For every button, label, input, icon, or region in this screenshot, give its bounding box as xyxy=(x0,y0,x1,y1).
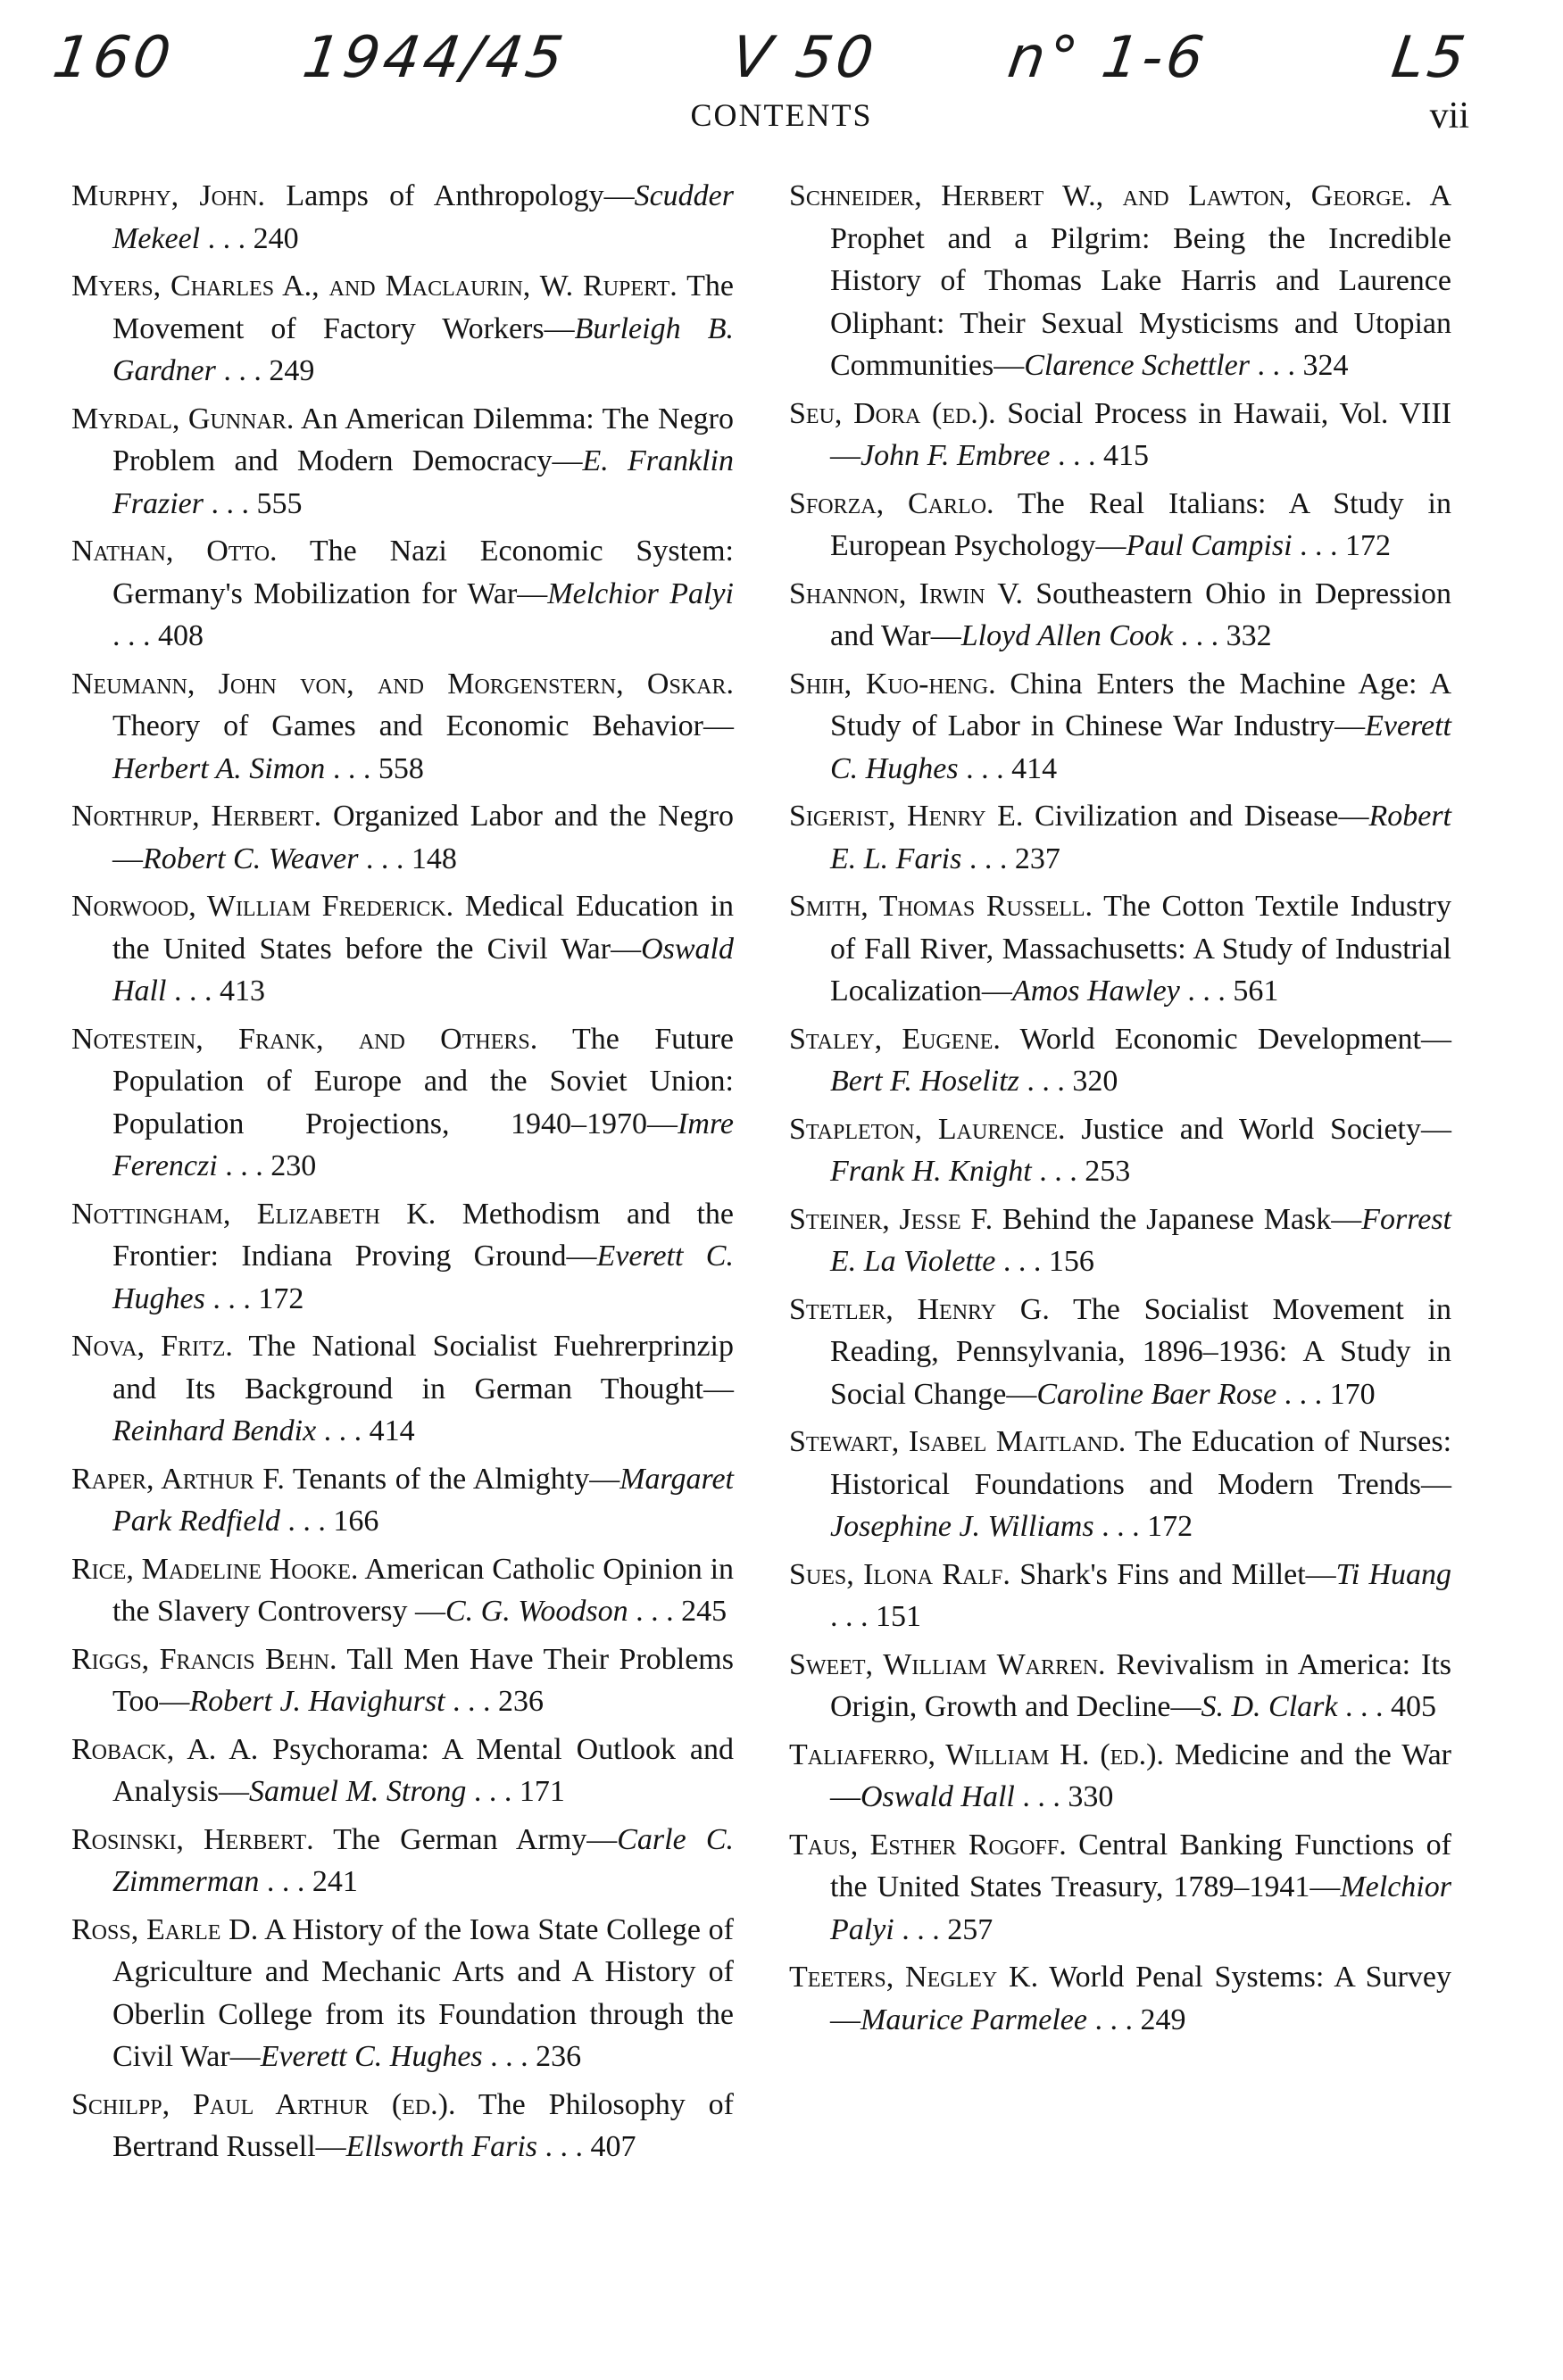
dot-leader: . . . xyxy=(1031,1155,1085,1188)
entry-reviewer: Josephine J. Williams xyxy=(830,1510,1094,1543)
entry-title: World Penal Systems: A Survey— xyxy=(830,1961,1451,2036)
entry-title: Methodism and the Frontier: Indiana Proving Ground— xyxy=(112,1197,734,1273)
toc-entry xyxy=(71,398,734,526)
toc-entry xyxy=(789,795,1451,880)
entry-reviewer: Robert J. Havighurst xyxy=(189,1685,445,1718)
dot-leader: . . . xyxy=(1173,619,1226,652)
entry-author: Taus, Esther Rogoff. xyxy=(789,1828,1067,1862)
dot-leader: . . . xyxy=(1018,1065,1073,1098)
toc-entry xyxy=(71,1458,734,1543)
entry-page-number: 240 xyxy=(253,221,299,255)
entry-author: Schilpp, Paul Arthur (ed.). xyxy=(71,2087,456,2121)
entry-title: Medical Education in the United States before the Civil War— xyxy=(112,890,735,966)
left-column xyxy=(71,175,734,2174)
entry-page-number: 413 xyxy=(219,974,265,1008)
dot-leader: . . . xyxy=(217,1149,271,1182)
dot-leader: . . . xyxy=(995,1245,1049,1278)
toc-entry xyxy=(789,1956,1451,2041)
handwritten-note: 1944/45 xyxy=(298,25,571,91)
entry-page-number: 249 xyxy=(269,354,315,387)
entry-author: Stetler, Henry G. xyxy=(789,1292,1050,1326)
dot-leader: . . . xyxy=(1093,1510,1148,1543)
entry-title: The Future Population of Europe and the Soviet Union: Population Projections, 1940–1970— xyxy=(112,1022,734,1140)
entry-title: China Enters the Machine Age: A Study of Labor in Chinese War Industry— xyxy=(830,667,1451,742)
dot-leader: . . . xyxy=(200,221,254,255)
entry-title: Central Banking Functions of the United States Treasury, 1789–1941— xyxy=(830,1828,1451,1903)
entry-author: Smith, Thomas Russell. xyxy=(789,890,1093,923)
handwritten-note: n° 1-6 xyxy=(1003,25,1211,91)
toc-entry xyxy=(789,483,1451,568)
entry-reviewer: Lloyd Allen Cook xyxy=(960,619,1174,652)
handwritten-note: V 50 xyxy=(727,25,881,91)
entry-page-number: 249 xyxy=(1140,2003,1186,2036)
entry-author: Roback, A. A. xyxy=(71,1732,259,1766)
dot-leader: . . . xyxy=(445,1685,499,1718)
entry-reviewer: Frank H. Knight xyxy=(830,1155,1032,1188)
entry-reviewer: Melchior Palyi xyxy=(547,576,734,610)
dot-leader: . . . xyxy=(325,751,378,785)
toc-entry xyxy=(789,573,1451,658)
entry-author: Shih, Kuo-heng. xyxy=(789,667,996,701)
entry-reviewer: Bert F. Hoselitz xyxy=(830,1065,1019,1098)
entry-title: Tall Men Have Their Problems Too— xyxy=(112,1642,734,1718)
dot-leader: . . . xyxy=(958,751,1012,785)
dot-leader: . . . xyxy=(1086,2003,1141,2036)
entry-page-number: 414 xyxy=(369,1414,415,1447)
entry-page-number: 257 xyxy=(947,1912,994,1946)
entry-reviewer: Margaret Park Redfield xyxy=(112,1462,735,1538)
toc-entry xyxy=(71,1548,734,1633)
handwritten-note: L5 xyxy=(1387,25,1473,91)
entry-title: An American Dilemma: The Negro Problem and Modern Democracy— xyxy=(112,402,734,477)
toc-entry xyxy=(71,1325,734,1453)
toc-entry xyxy=(789,1554,1451,1638)
toc-entry xyxy=(71,795,734,880)
entry-page-number: 172 xyxy=(1345,529,1392,562)
entry-title: Southeastern Ohio in Depression and War— xyxy=(830,576,1451,652)
entry-reviewer: Maurice Parmelee xyxy=(860,2003,1087,2036)
entry-reviewer: Amos Hawley xyxy=(1011,974,1180,1008)
entry-reviewer: C. G. Woodson xyxy=(445,1595,628,1628)
entry-author: Staley, Eugene. xyxy=(789,1022,1001,1056)
entry-reviewer: Ti Huang xyxy=(1335,1557,1452,1591)
entry-page-number: 408 xyxy=(158,619,204,652)
toc-entry xyxy=(789,1108,1451,1193)
dot-leader: . . . xyxy=(1179,974,1234,1008)
toc-entry xyxy=(789,885,1451,1013)
entry-reviewer: Melchior Palyi xyxy=(830,1870,1451,1946)
dot-leader: . . . xyxy=(316,1414,370,1447)
entry-title: Social Process in Hawaii, Vol. VIII— xyxy=(830,396,1452,472)
entry-author: Myers, Charles A., and Maclaurin, W. Rupert. xyxy=(71,270,678,303)
entry-page-number: 558 xyxy=(378,751,424,785)
entry-author: Sues, Ilona Ralf. xyxy=(789,1557,1010,1591)
dot-leader: . . . xyxy=(112,619,158,652)
toc-entry xyxy=(789,393,1451,477)
dot-leader: . . . xyxy=(628,1595,682,1628)
entry-author: Sigerist, Henry E. xyxy=(789,800,1024,833)
dot-leader: . . . xyxy=(830,1600,876,1633)
toc-entry xyxy=(789,175,1451,387)
entry-page-number: 245 xyxy=(681,1595,727,1628)
dot-leader: . . . xyxy=(1276,1377,1330,1411)
entry-title: Shark's Fins and Millet— xyxy=(1019,1557,1336,1591)
toc-entry xyxy=(789,1289,1451,1416)
dot-leader: . . . xyxy=(537,2130,591,2163)
toc-entry xyxy=(789,1421,1451,1548)
entry-author: Rosinski, Herbert. xyxy=(71,1822,314,1856)
dot-leader: . . . xyxy=(166,974,220,1008)
entry-title: Revivalism in America: Its Origin, Growth and Decline— xyxy=(830,1647,1451,1723)
entry-author: Sweet, William Warren. xyxy=(789,1647,1106,1681)
entry-title: Theory of Games and Economic Behavior— xyxy=(112,709,734,742)
toc-entry xyxy=(71,265,734,393)
entry-author: Seu, Dora (ed.). xyxy=(789,396,996,430)
entry-reviewer: Everett C. Hughes xyxy=(112,1240,734,1315)
entry-reviewer: Ellsworth Faris xyxy=(345,2130,538,2163)
toc-entry xyxy=(71,1018,734,1188)
entry-title: The Socialist Movement in Reading, Pennsylvania, 1896–1936: A Study in Social Change— xyxy=(830,1292,1452,1411)
entry-page-number: 561 xyxy=(1233,974,1279,1008)
entry-page-number: 407 xyxy=(590,2130,636,2163)
entry-reviewer: Reinhard Bendix xyxy=(112,1414,317,1447)
entry-page-number: 414 xyxy=(1011,751,1058,785)
entry-page-number: 415 xyxy=(1102,439,1149,472)
entry-reviewer: Scudder Mekeel xyxy=(112,179,734,255)
entry-page-number: 555 xyxy=(256,486,303,520)
dot-leader: . . . xyxy=(279,1505,334,1538)
entry-page-number: 230 xyxy=(270,1149,317,1182)
entry-title: A Prophet and a Pilgrim: Being the Incredible History of Thomas Lake Harris and Laurence Oliphant: Their Sexual Mysticisms and Utopian Communities— xyxy=(830,179,1452,382)
entry-page-number: 170 xyxy=(1329,1377,1376,1411)
toc-entry xyxy=(71,175,734,260)
entry-page-number: 172 xyxy=(258,1281,304,1315)
toc-entry xyxy=(789,1198,1451,1283)
entry-title: Justice and World Society— xyxy=(1081,1112,1451,1146)
entry-page-number: 172 xyxy=(1147,1510,1193,1543)
entry-reviewer: E. Franklin Frazier xyxy=(112,444,734,520)
entry-page-number: 241 xyxy=(312,1865,358,1898)
entry-author: Sforza, Carlo. xyxy=(789,486,994,520)
entry-author: Schneider, Herbert W., and Lawton, George. xyxy=(789,179,1412,212)
dot-leader: . . . xyxy=(1050,439,1103,472)
toc-entry xyxy=(789,1734,1451,1819)
entry-reviewer: Clarence Schettler xyxy=(1024,349,1250,382)
entry-author: Stapleton, Laurence. xyxy=(789,1112,1066,1146)
entry-reviewer: Oswald Hall xyxy=(112,932,734,1008)
entry-page-number: 156 xyxy=(1048,1245,1094,1278)
entry-author: Teeters, Negley K. xyxy=(789,1961,1039,1994)
entry-author: Shannon, Irwin V. xyxy=(789,576,1023,610)
dot-leader: . . . xyxy=(482,2040,536,2073)
entry-author: Riggs, Francis Behn. xyxy=(71,1642,337,1676)
dot-leader: . . . xyxy=(204,1281,259,1315)
entry-author: Rice, Madeline Hooke. xyxy=(71,1552,359,1586)
entry-reviewer: Oswald Hall xyxy=(860,1780,1015,1813)
entry-title: Civilization and Disease— xyxy=(1034,800,1369,833)
dot-leader: . . . xyxy=(466,1775,520,1808)
toc-entry xyxy=(71,2084,734,2169)
entry-reviewer: Caroline Baer Rose xyxy=(1036,1377,1277,1411)
right-column xyxy=(789,175,1451,2046)
entry-reviewer: Imre Ferenczi xyxy=(112,1107,734,1182)
entry-page-number: 171 xyxy=(519,1775,565,1808)
entry-page-number: 237 xyxy=(1014,842,1060,875)
entry-title: The Education of Nurses: Historical Foundations and Modern Trends— xyxy=(830,1425,1452,1501)
entry-title: Organized Labor and the Negro— xyxy=(112,800,735,875)
entry-title: American Catholic Opinion in the Slavery Controversy — xyxy=(112,1552,735,1628)
entry-author: Nottingham, Elizabeth K. xyxy=(71,1197,436,1231)
toc-entry xyxy=(71,1193,734,1321)
entry-author: Raper, Arthur F. xyxy=(71,1462,285,1496)
page-title: CONTENTS xyxy=(690,97,873,133)
dot-leader: . . . xyxy=(894,1912,948,1946)
entry-title: The German Army— xyxy=(333,1822,618,1856)
entry-author: Neumann, John von, and Morgenstern, Oskar. xyxy=(71,667,734,701)
entry-title: The Cotton Textile Industry of Fall River, Massachusetts: A Study of Industrial Localization— xyxy=(830,890,1452,1008)
toc-entry xyxy=(789,1824,1451,1952)
entry-title: Behind the Japanese Mask— xyxy=(1002,1202,1362,1236)
entry-reviewer: Samuel M. Strong xyxy=(249,1775,467,1808)
dot-leader: . . . xyxy=(259,1865,312,1898)
toc-entry xyxy=(71,663,734,791)
entry-title: Psychorama: A Mental Outlook and Analysis— xyxy=(112,1732,735,1808)
entry-author: Northrup, Herbert. xyxy=(71,800,322,833)
toc-entry xyxy=(71,1729,734,1813)
entry-author: Nova, Fritz. xyxy=(71,1330,233,1363)
dot-leader: . . . xyxy=(1249,349,1303,382)
entry-reviewer: Everett C. Hughes xyxy=(260,2040,483,2073)
entry-author: Taliaferro, William H. (ed.). xyxy=(789,1737,1164,1771)
entry-title: Lamps of Anthropology— xyxy=(286,179,635,212)
entry-reviewer: Everett C. Hughes xyxy=(830,709,1451,785)
toc-entry xyxy=(789,1018,1451,1103)
entry-page-number: 236 xyxy=(536,2040,582,2073)
entry-page-number: 148 xyxy=(411,842,457,875)
entry-title: Tenants of the Almighty— xyxy=(292,1462,620,1496)
toc-entry xyxy=(71,530,734,658)
toc-entry xyxy=(789,1644,1451,1729)
entry-page-number: 320 xyxy=(1072,1065,1118,1098)
entry-author: Steiner, Jesse F. xyxy=(789,1202,994,1236)
entry-title: The Nazi Economic System: Germany's Mobilization for War— xyxy=(112,535,735,610)
entry-author: Murphy, John. xyxy=(71,179,266,212)
entry-author: Myrdal, Gunnar. xyxy=(71,402,295,435)
dot-leader: . . . xyxy=(961,842,1015,875)
dot-leader: . . . xyxy=(1292,529,1346,562)
toc-entry xyxy=(71,1819,734,1903)
entry-reviewer: S. D. Clark xyxy=(1201,1690,1338,1723)
entry-reviewer: Paul Campisi xyxy=(1126,529,1293,562)
dot-leader: . . . xyxy=(204,486,257,520)
entry-author: Nathan, Otto. xyxy=(71,535,278,568)
entry-title: The Real Italians: A Study in European Psychology— xyxy=(830,486,1451,562)
entry-title: A History of the Iowa State College of Agriculture and Mechanic Arts and A History of Oberlin College from its Foundation through the Civil War— xyxy=(112,1912,735,2073)
entry-reviewer: Forrest E. La Violette xyxy=(830,1202,1451,1278)
entry-reviewer: Carle C. Zimmerman xyxy=(112,1822,734,1898)
entry-reviewer: Robert C. Weaver xyxy=(143,842,359,875)
dot-leader: . . . xyxy=(1337,1690,1391,1723)
toc-entry xyxy=(71,1909,734,2078)
entry-page-number: 151 xyxy=(876,1600,921,1633)
dot-leader: . . . xyxy=(358,842,412,875)
entry-page-number: 253 xyxy=(1085,1155,1131,1188)
entry-page-number: 166 xyxy=(333,1505,379,1538)
toc-entry xyxy=(789,663,1451,791)
entry-author: Stewart, Isabel Maitland. xyxy=(789,1425,1127,1458)
entry-reviewer: Burleigh B. Gardner xyxy=(112,311,734,387)
dot-leader: . . . xyxy=(215,354,270,387)
handwritten-note: 160 xyxy=(48,25,179,91)
dot-leader: . . . xyxy=(1014,1780,1068,1813)
entry-title: The Movement of Factory Workers— xyxy=(112,270,734,345)
entry-author: Ross, Earle D. xyxy=(71,1912,259,1946)
entry-page-number: 324 xyxy=(1302,349,1349,382)
entry-reviewer: Robert E. L. Faris xyxy=(830,800,1452,875)
toc-entry xyxy=(71,885,734,1013)
entry-author: Notestein, Frank, and Others. xyxy=(71,1022,538,1056)
entry-page-number: 236 xyxy=(498,1685,545,1718)
page-number: vii xyxy=(1429,95,1469,137)
entry-title: Medicine and the War— xyxy=(830,1737,1452,1813)
entry-title: The National Socialist Fuehrerprinzip and Its Background in German Thought— xyxy=(112,1330,735,1406)
entry-title: The Philosophy of Bertrand Russell— xyxy=(112,2087,735,2163)
entry-reviewer: John F. Embree xyxy=(860,439,1051,472)
entry-reviewer: Herbert A. Simon xyxy=(112,751,326,785)
toc-entry xyxy=(71,1638,734,1723)
entry-author: Norwood, William Frederick. xyxy=(71,890,454,923)
entry-page-number: 330 xyxy=(1068,1780,1114,1813)
entry-page-number: 405 xyxy=(1390,1690,1436,1723)
entry-title: World Economic Development— xyxy=(1019,1022,1451,1056)
entry-page-number: 332 xyxy=(1226,619,1272,652)
